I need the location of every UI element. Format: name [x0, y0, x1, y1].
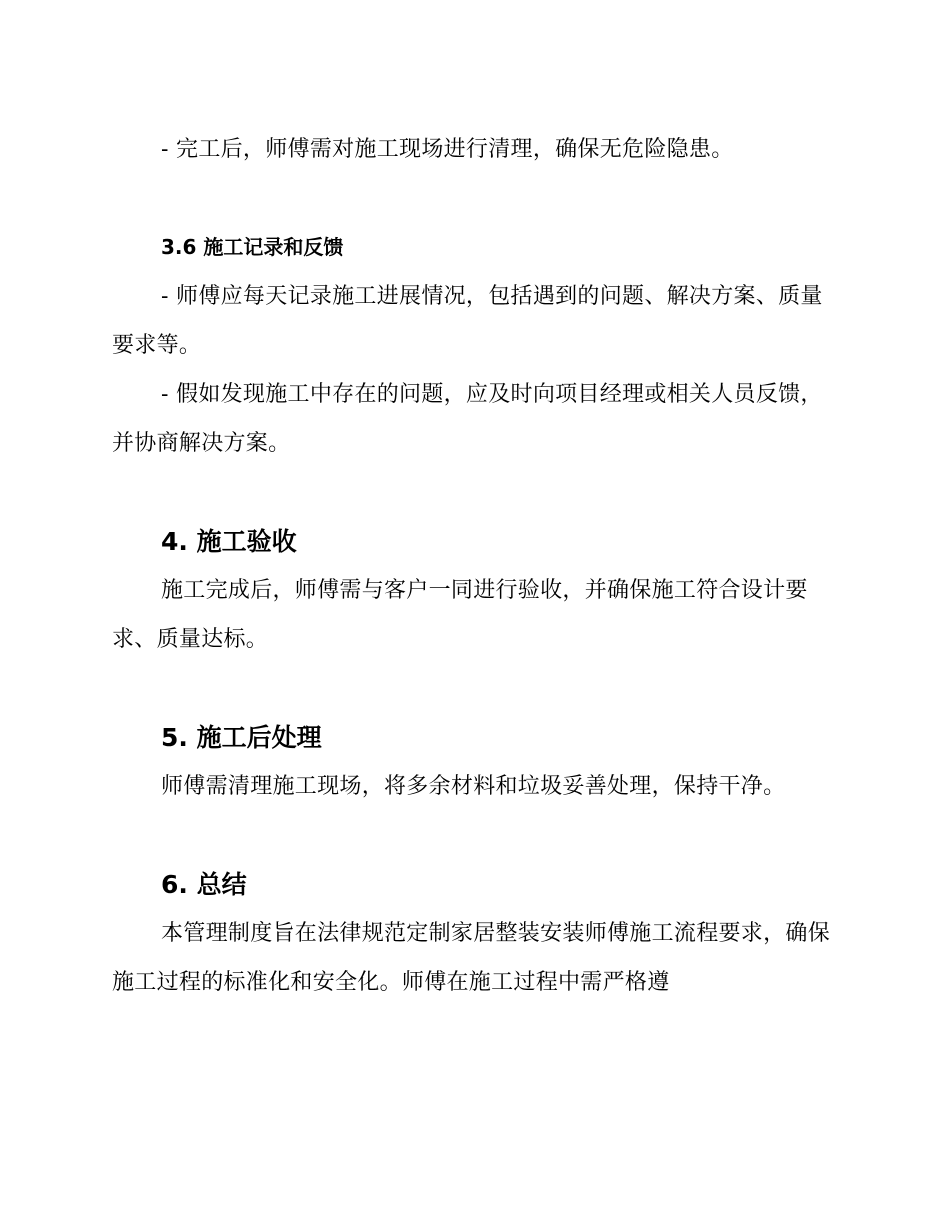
section-5-heading: 5. 施工后处理	[161, 723, 322, 752]
spacer	[112, 174, 836, 223]
document-body	[112, 125, 836, 1007]
section-6-heading: 6. 总结	[161, 870, 247, 899]
spacer	[112, 664, 836, 713]
section-6-body: 本管理制度旨在法律规范定制家居整装安装师傅施工流程要求，确保施工过程的标准化和安全化。师傅在施工过程中需严格遵	[112, 921, 831, 995]
section-4-heading: 4. 施工验收	[161, 527, 297, 556]
feedback-bullet: - 假如发现施工中存在的问题，应及时向项目经理或相关人员反馈，并协商解决方案。	[112, 382, 823, 456]
record-bullet: - 师傅应每天记录施工进展情况，包括遇到的问题、解决方案、质量要求等。	[112, 284, 823, 358]
spacer	[112, 468, 836, 517]
section-3-6-heading: 3.6 施工记录和反馈	[161, 235, 344, 259]
cleanup-bullet: - 完工后，师傅需对施工现场进行清理，确保无危险隐患。	[161, 137, 734, 162]
section-5-body: 师傅需清理施工现场，将多余材料和垃圾妥善处理，保持干净。	[161, 774, 786, 799]
section-4-body: 施工完成后，师傅需与客户一同进行验收，并确保施工符合设计要求、质量达标。	[112, 578, 808, 652]
spacer	[112, 811, 836, 860]
